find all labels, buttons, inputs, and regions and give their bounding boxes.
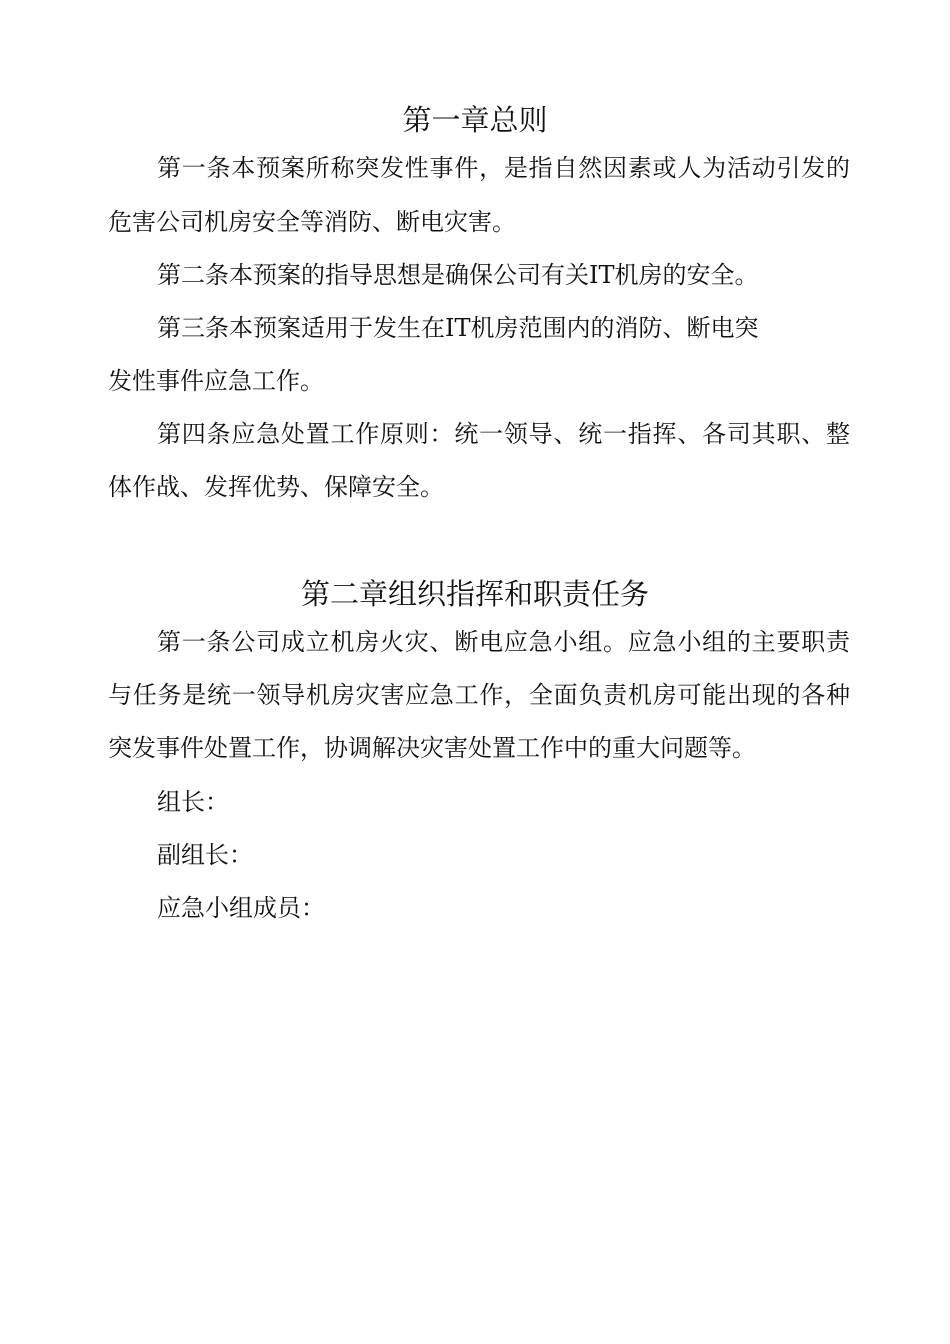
- article2-line1: 第二条本预案的指导思想是确保公司有关IT机房的安全。: [157, 261, 759, 289]
- article1-line1: 第一条本预案所称突发性事件，是指自然因素或人为活动引发的: [157, 154, 850, 182]
- leader-label: 组长：: [157, 788, 229, 816]
- chapter2-title: 第二章组织指挥和职责任务: [300, 577, 649, 611]
- chapter1-title: 第一章总则: [402, 103, 548, 137]
- deputy-leader-label: 副组长：: [157, 841, 253, 869]
- members-label: 应急小组成员：: [157, 894, 325, 922]
- article3-line1: 第三条本预案适用于发生在IT机房范围内的消防、断电突: [157, 314, 759, 342]
- ch2-article1-line2: 与任务是统一领导机房灾害应急工作，全面负责机房可能出现的各种: [108, 681, 850, 709]
- article4-line1: 第四条应急处置工作原则：统一领导、统一指挥、各司其职、整: [157, 420, 850, 448]
- article1-line2: 危害公司机房安全等消防、断电灾害。: [108, 208, 516, 236]
- article4-line2: 体作战、发挥优势、保障安全。: [108, 473, 444, 501]
- ch2-article1-line1: 第一条公司成立机房火灾、断电应急小组。应急小组的主要职责: [157, 628, 850, 656]
- article3-line2: 发性事件应急工作。: [108, 367, 324, 395]
- ch2-article1-line3: 突发事件处置工作，协调解决灾害处置工作中的重大问题等。: [108, 734, 756, 762]
